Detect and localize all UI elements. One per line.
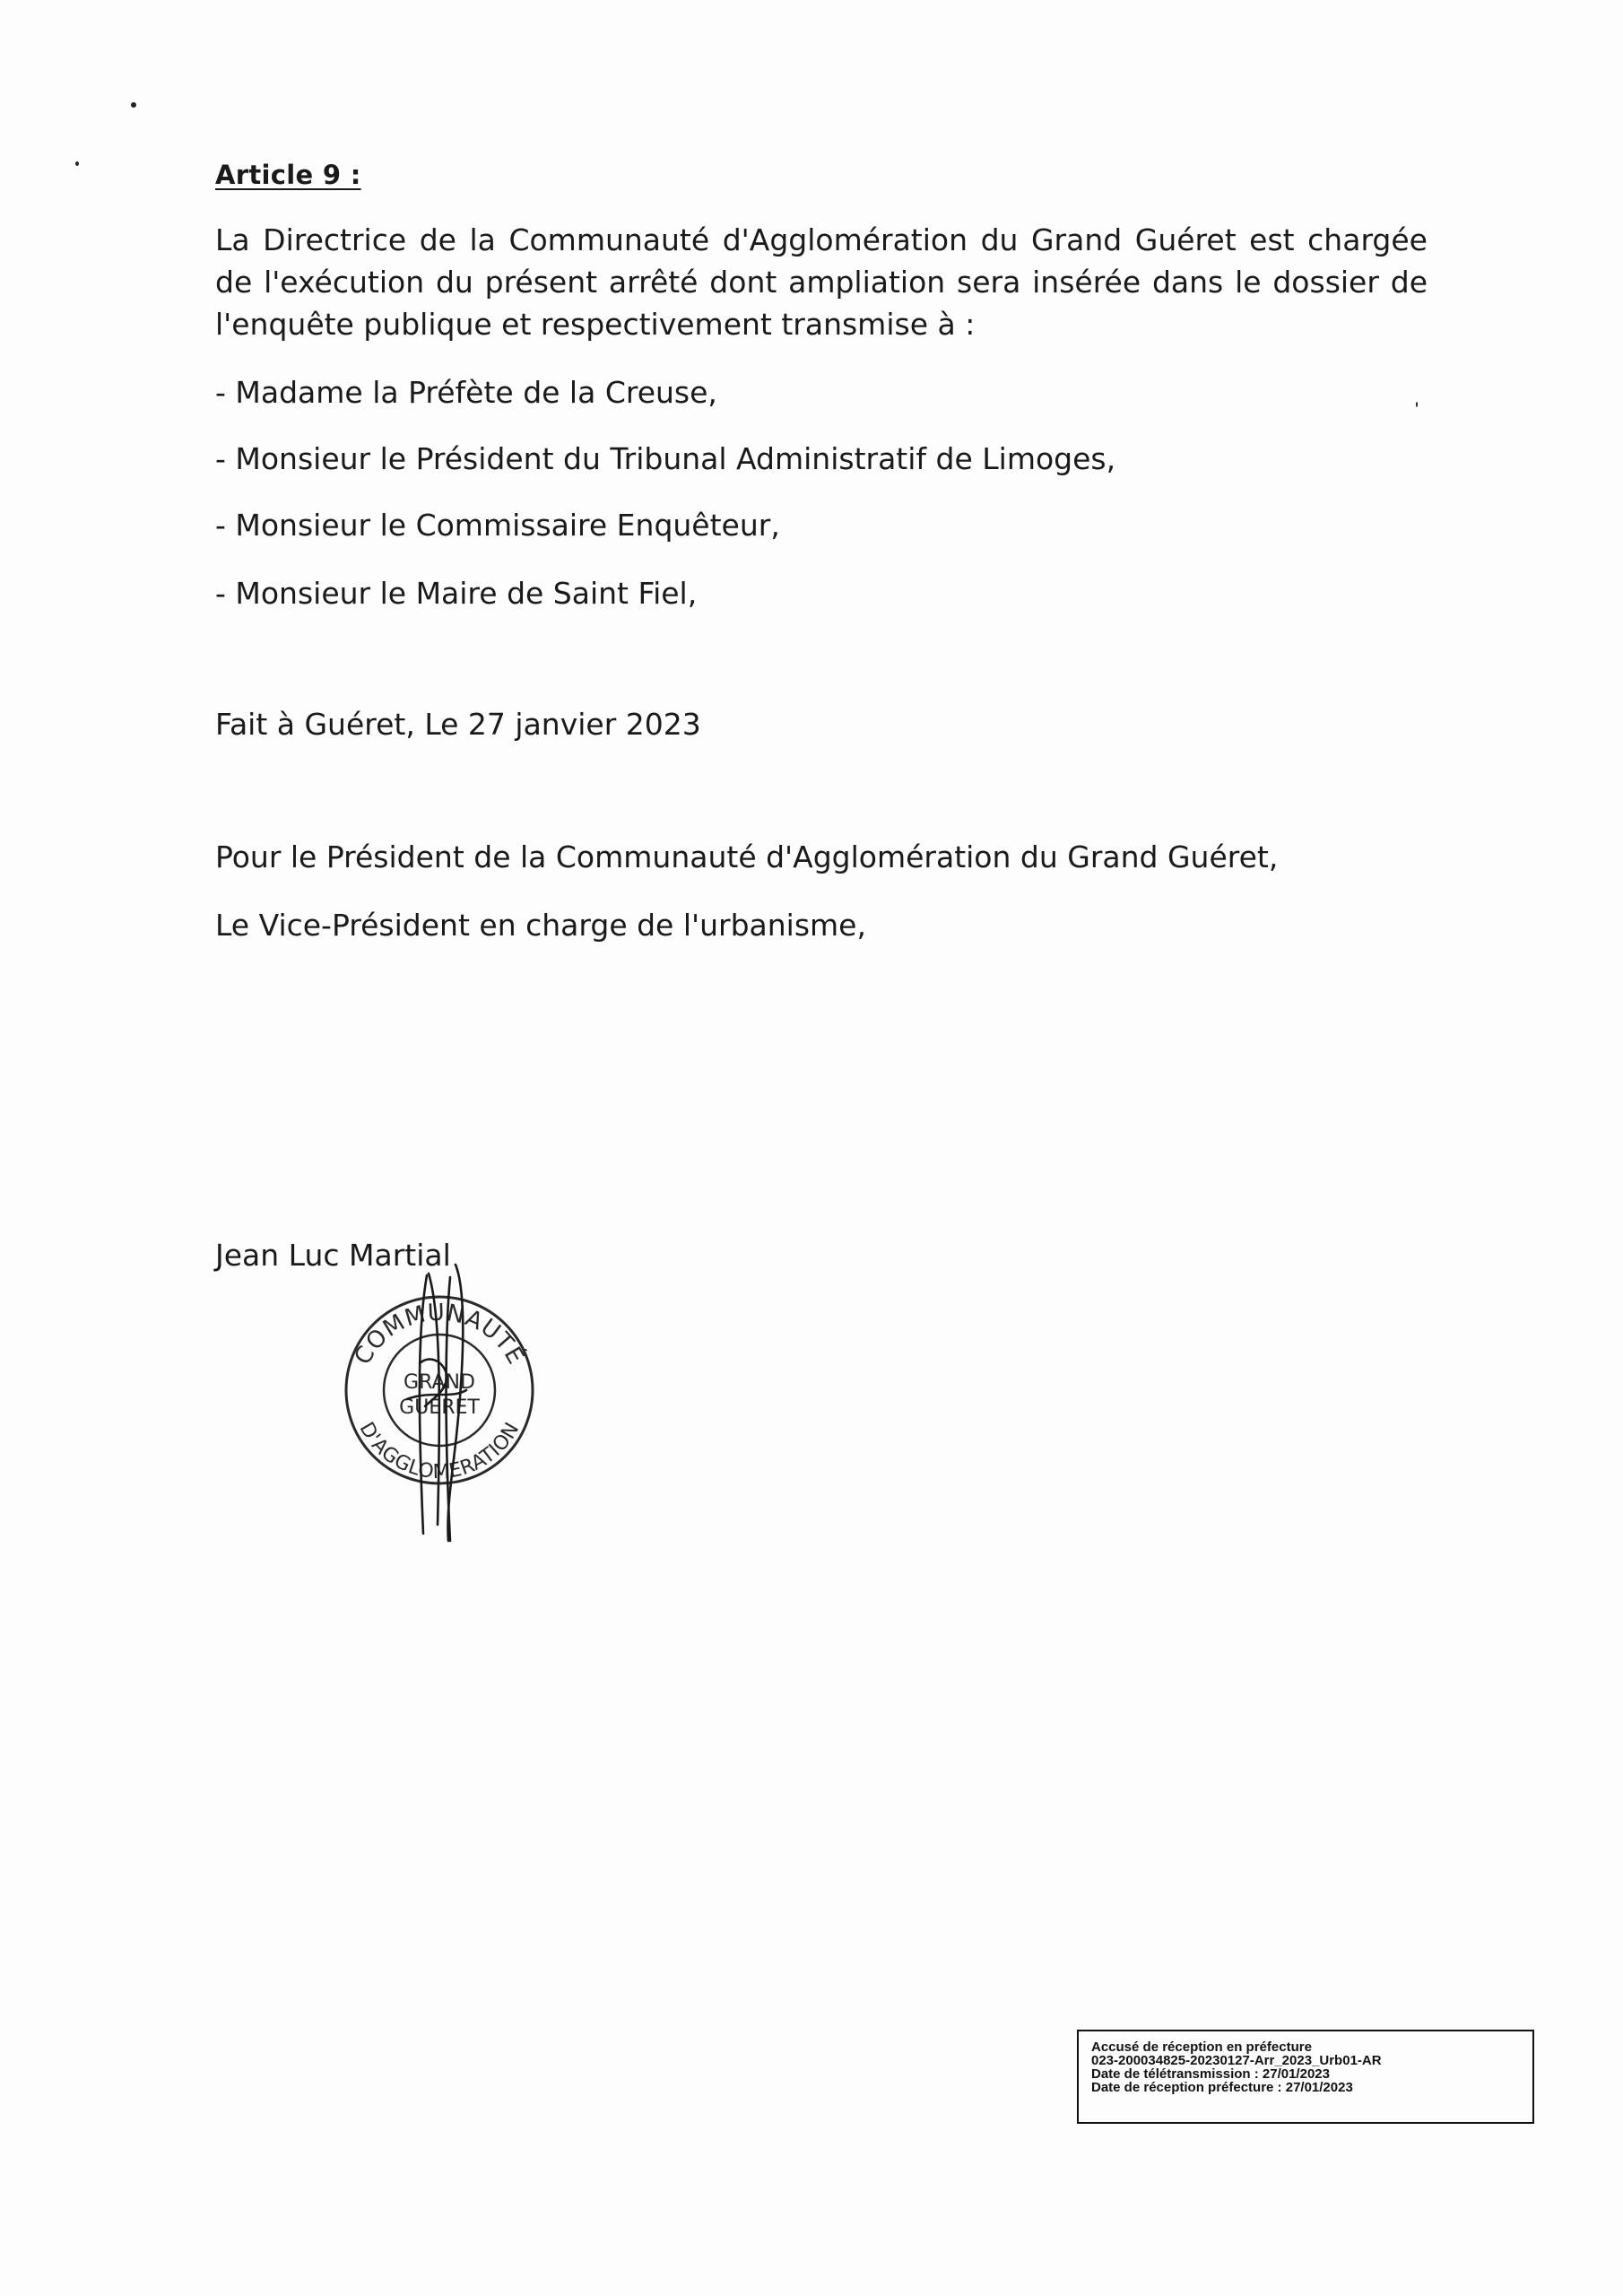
official-stamp xyxy=(332,1256,547,1552)
receipt-reception-date: Date de réception préfecture : 27/01/2023 xyxy=(1091,2080,1353,2095)
scan-speck xyxy=(131,102,136,108)
prefecture-receipt-box xyxy=(1077,2030,1534,2124)
receipt-transmission-date: Date de télétransmission : 27/01/2023 xyxy=(1091,2066,1330,2082)
scan-speck xyxy=(75,161,79,166)
stamp-center-line2: GUÉRET xyxy=(399,1396,480,1419)
receipt-reference: 023-200034825-20230127-Arr_2023_Urb01-AR xyxy=(1091,2053,1382,2068)
place-date: Fait à Guéret, Le 27 janvier 2023 xyxy=(215,707,701,742)
svg-text:COMMUNAUTÉ: COMMUNAUTÉ xyxy=(349,1299,530,1370)
article-body: La Directrice de la Communauté d'Agglomération du Grand Guéret est chargée de l'exécution du présent arrêté dont ampliation sera insérée dans le dossier de l'enquête publique et respectivement transmise à : xyxy=(215,222,1428,342)
stamp-center-line1: GRAND xyxy=(404,1371,475,1394)
svg-text:D'AGGLOMÉRATION: D'AGGLOMÉRATION xyxy=(354,1418,525,1484)
recipient-line: - Madame la Préfète de la Creuse, xyxy=(215,375,717,410)
recipient-line: - Monsieur le Commissaire Enquêteur, xyxy=(215,508,780,543)
signatory-title: Le Vice-Président en charge de l'urbanisme, xyxy=(215,908,866,943)
signature-intro: Pour le Président de la Communauté d'Agglomération du Grand Guéret, xyxy=(215,839,1279,874)
receipt-title: Accusé de réception en préfecture xyxy=(1091,2039,1312,2055)
recipient-line: - Monsieur le Maire de Saint Fiel, xyxy=(215,576,698,611)
recipient-line: - Monsieur le Président du Tribunal Administratif de Limoges, xyxy=(215,441,1116,476)
scan-speck xyxy=(1416,402,1418,407)
stamp-seal-icon xyxy=(332,1256,547,1552)
signatory-name: Jean Luc Martial xyxy=(215,1238,451,1273)
article-title: Article 9 : xyxy=(215,160,361,190)
